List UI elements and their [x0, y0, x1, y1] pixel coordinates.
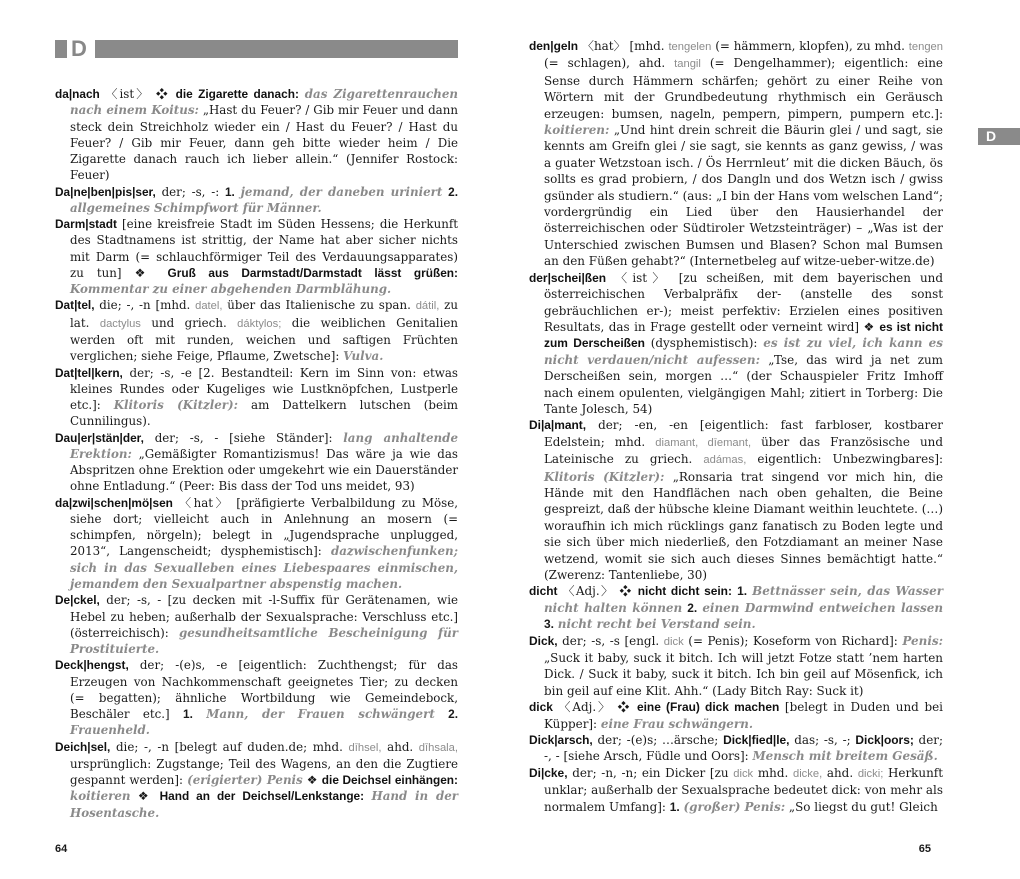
headword: Dick|oors; — [855, 733, 914, 748]
phrase: eine (Frau) dick machen — [636, 700, 780, 715]
definition: es ist zu viel, ich kann es nicht verdauen/nicht aufessen: — [544, 336, 943, 367]
text: ❖ — [130, 789, 160, 804]
headword: Dau|er|stän|der, — [55, 430, 144, 445]
text: 〈hat〉 [präfigierte Verbalbildung zu Möse, siehe dort; vielleicht auch in Anlehnung an mosern (= schimpfen, nörgeln); belegt in „Jugendsprache unplugged, 2013“, Langenscheidt; dysphemistisch]: — [70, 495, 458, 559]
text: „Gemäßigter Romantizismus! Das wäre ja wie das Abspritzen ohne Erektion oder umgekehrt wie ein Dauerständer ohne Entladung.“ (Peer: Bis dass der Tod uns meidet, 93) — [70, 446, 458, 494]
text: (dysphemistisch): — [644, 336, 764, 351]
text: und griech. — [140, 315, 238, 330]
text: der; -, - [siehe Arsch, Füdle und Oors]: — [544, 733, 943, 764]
dictionary-entry — [529, 417, 943, 583]
dictionary-entry — [529, 583, 943, 632]
section-letter-box — [55, 36, 95, 61]
definition: Klitoris (Kitzler): — [544, 469, 665, 484]
dictionary-entry — [529, 732, 943, 765]
text: über das Italienische zu span. — [222, 298, 416, 313]
headword: dicht — [529, 584, 558, 599]
definition: Hand in der Hosentasche. — [70, 789, 458, 820]
headword: Dick|fied|le, — [723, 733, 790, 748]
right-column-entries — [529, 38, 943, 815]
headword: Di|cke, — [529, 765, 568, 780]
text: die weiblichen Genitalien werden oft mit runden, weichen und saftigen Früchten verglichen; siehe Feige, Pflaume, Zwetsche]: — [70, 315, 458, 364]
dictionary-entry — [55, 365, 458, 430]
headword: den|geln — [529, 39, 579, 53]
text: 〈hat〉 [mhd. — [578, 39, 669, 53]
text: 〈ist〉 ❖ — [99, 87, 176, 101]
etymon: tengen — [908, 41, 943, 53]
dictionary-entry — [55, 592, 458, 657]
phrase: es ist nicht zum Derscheißen — [544, 319, 944, 351]
text: „Suck it baby, suck it bitch. Ich will jetzt Fotze statt ’nem harten Dick. / Suck it baby, suck it bitch. Ich bin geil auf Mösenfick, ich bin geil auf eine Klit. Ahh.“ (Lady Bitch Ray: Suck it) — [544, 651, 943, 698]
definition: (großer) Penis: — [683, 799, 786, 814]
dictionary-entry — [529, 765, 943, 815]
text: 〈ist〉 [zu scheißen, mit dem bayerischen und österreichischen Verbalpräfix der- (anstelle des sonst gebräuchlichen er-); meist perfektiv: Erzielen eines positiven Resultats, das in Frage gestellt oder verneint wird] ❖ — [544, 270, 943, 334]
etymon: dīhsala, — [418, 741, 458, 754]
etymon: dīhsel, — [348, 741, 382, 754]
etymon: dick — [733, 767, 754, 780]
text: (= Penis); Koseform von Richard]: — [683, 633, 903, 648]
letter-marker-square — [55, 40, 67, 58]
definition: gesundheitsamtliche Bescheinigung für Prostituierte. — [70, 625, 458, 657]
text: der; -s, - [siehe Ständer]: — [143, 430, 344, 445]
phrase: Hand an der Deichsel/Lenkstange: — [159, 789, 365, 804]
text: zu lat. — [70, 298, 458, 330]
definition: Bettnässer sein, das Wasser nicht halten können — [544, 584, 943, 615]
text — [193, 707, 206, 721]
etymon: dick — [663, 635, 684, 648]
headword: De|ckel, — [55, 593, 100, 608]
etymon: diamant, dīemant, — [655, 436, 752, 449]
etymon: tengelen — [668, 41, 712, 53]
headword: da|zwi|schen|mö|sen — [55, 495, 173, 510]
etymon: datel, — [195, 300, 223, 313]
dictionary-entry — [529, 270, 943, 418]
text: der; -s, - [zu decken mit -l-Suffix für Gerätenamen, wie Hebel zu heben; außerhalb der Sexualsprache: Verschluss etc.] (österreichisch): — [70, 593, 458, 640]
dictionary-entry — [55, 495, 458, 593]
definition: Mann, der Frauen schwängert — [206, 707, 435, 722]
headword: Dat|tel, — [55, 298, 95, 313]
text: der; -n, -n; ein Dicker [zu — [567, 765, 734, 780]
dictionary-entry — [55, 430, 458, 495]
left-column-entries — [55, 86, 458, 821]
definition: Penis: — [902, 633, 943, 648]
text: am Dattelkern lutschen (beim Cunnilingus). — [70, 398, 458, 429]
dictionary-entry — [55, 86, 458, 184]
definition: Vulva. — [343, 349, 384, 364]
etymon: dicke, — [792, 767, 823, 780]
text: der; -en, -en [eigentlich: fast farbloser, kostbarer Edelstein; mhd. — [544, 418, 943, 449]
text: „Und hint drein schreit die Bäurin glei / und sagt, sie kennts am Greifn glei / sie sagt, sie kennts as ganz gewiss, / was a guater Wetzstoan isch. / Ös Herrnleut’ mit die dicken Bäuch, ös sollts es grad probiern, / dos Dangln und dos Wetzn isch / gwiss gsünder als studiern.“ (aus: „I bin der Hans vom welschen Land“; vordergründig ein Lied über den Hausierhandel der österreichischen oder Südtiroler Wetzsteinträger) – „Was ist der Unterschied zwischen Bumsen und Blasen? Schon mal Bumsen an den Füßen gehabt?“ (Internetbeleg auf witze-ueber-witze.de) — [544, 123, 943, 269]
text: ❖ — [302, 773, 322, 788]
headword: Dick|arsch, — [529, 733, 593, 748]
definition: koitieren: — [544, 123, 610, 138]
definition: dazwischenfunken; sich in das Sexualleben eines Liebespaares einmischen, jemandem den Sexualpartner abspenstig machen. — [70, 544, 458, 591]
text — [435, 707, 448, 721]
text: eigentlich: Unbezwingbares]: — [746, 452, 944, 467]
text: (= schlagen), ahd. — [544, 56, 675, 71]
text: „Tse, das wird ja net zum Derscheißen sein, morgen …“ (der Schauspieler Fritz Imhoff nach einem opulenten, vielgängigen Mahl; zitiert in Torberg: Die Tante Jolesch, 54) — [544, 352, 943, 416]
etymon: tangil — [674, 58, 701, 71]
text: 〈Adj.〉 ❖ — [557, 584, 638, 599]
text: mhd. — [753, 765, 793, 780]
text: „Ronsaria trat singend vor mich hin, die Hände mit den Handflächen nach oben gehalten, die Beine gespreizt, daß der hübsche kleine Diamant weithin leuchtete. (…) woraufhin ich mich rücklings ganz fanatisch zu Boden legte und sie sich über mich niederließ, den Fotzdiamant an meiner Nase wetzend, womit sie sich auch dieses Sinnes bemächtigt hatte.“ (Zwerenz: Tantenliebe, 30) — [544, 469, 944, 582]
etymon: dicki; — [857, 767, 884, 780]
dictionary-entry — [529, 699, 943, 732]
definition: Frauenheld. — [70, 723, 150, 738]
page-number-right: 65 — [918, 843, 931, 855]
definition: Mensch mit breitem Gesäß. — [752, 749, 938, 764]
text: ahd. — [381, 739, 419, 754]
headword: Deck|hengst, — [55, 658, 129, 673]
headword: Darm|stadt — [55, 217, 117, 232]
text: 〈Adj.〉 ❖ — [552, 700, 637, 715]
definition: koitieren — [70, 789, 131, 804]
sense-number: 3. — [544, 617, 554, 632]
text: [belegt in Duden und bei Küpper]: — [544, 700, 943, 731]
text: ursprünglich: Zugstange; Teil des Wagens, an den die Zugtiere gespannt werden]: — [70, 756, 458, 788]
headword: Dat|tel|kern, — [55, 365, 123, 380]
phrase: Gruß aus Darmstadt/Darmstadt lässt grüßen: — [167, 265, 458, 280]
definition: lang anhaltende Erektion: — [70, 430, 458, 461]
etymon: dátil, — [415, 300, 440, 313]
text: der; -s, -s [engl. — [557, 633, 664, 648]
text: ahd. — [822, 765, 858, 780]
sense-number: 2. — [448, 707, 459, 722]
text: der; -(e)s, -e [eigentlich: Zuchthengst; für das Erzeugen von Nachkommenschaft geeignetes Tier; zu decken (= begatten); ähnliche Wortbildung wie Gemeindebock, Beschäler etc.] — [70, 658, 458, 722]
section-letter-bar — [55, 36, 458, 61]
etymon: dactylus — [99, 317, 141, 330]
etymon: adámas, — [703, 454, 747, 467]
text: Herkunft unklar; außerhalb der Sexualsprache bedeutet dick: von mehr als normalem Umfang]: — [544, 765, 943, 814]
sense-number: 2. — [448, 184, 459, 199]
definition: nicht recht bei Verstand sein. — [557, 617, 756, 632]
text: über das Französische und Lateinische zu griech. — [544, 434, 943, 467]
text: die; -, -n [mhd. — [94, 298, 196, 313]
dictionary-entry — [55, 657, 458, 738]
etymon: dáktylos; — [237, 317, 282, 330]
dictionary-entry — [55, 739, 458, 821]
sense-number: 1. — [183, 707, 193, 722]
text: der; -s, -e [2. Bestandteil: Kern im Sinn von: etwas kleines Rundes oder Kugeliges wie Lustknöpfchen, Lustperle etc.]: — [70, 365, 458, 413]
sense-number: 1. — [737, 584, 748, 599]
text: [eine kreisfreie Stadt im Süden Hessens; die Herkunft des Stadtnamens ist strittig, der Name hat aber sicher nichts mit Darm (= schlauchförmiger Teil des Verdauungsapparates) zu tun] ❖ — [70, 217, 458, 280]
definition: Kommentar zu einer abgehenden Darmblähung. — [70, 282, 392, 297]
dictionary-entry — [55, 184, 458, 217]
definition: eine Frau schwängern. — [600, 716, 753, 731]
text: (= hämmern, klopfen), zu mhd. — [711, 39, 909, 53]
text: „Hast du Feuer? / Gib mir Feuer und dann steck dein Streichholz wieder ein / Hast du Feuer? / Hast du Feuer? / Gib mir Feuer, dann geh bitte wieder heim / Die Zigarette danach rauch ich lieber allein.“ (Jennifer Rostock: Feuer) — [70, 103, 458, 183]
text: (= Dengelhammer); eigentlich: eine Sense durch Hämmern schärfen; gehört zu einer Reihe von Wörtern mit der Grundbedeutung rhythmisch ein Geräusch erzeugen: bumsen, nageln, pempern, pimpern, pumpern etc.]: — [544, 56, 943, 121]
headword: Da|ne|ben|pis|ser, — [55, 184, 156, 199]
headword: der|schei|ßen — [529, 270, 607, 285]
right-page — [510, 0, 1020, 879]
definition: (erigierter) Penis — [187, 773, 303, 788]
dictionary-entry — [529, 633, 943, 700]
text: die; -, -n [belegt auf duden.de; mhd. — [110, 739, 349, 754]
section-letter: D — [71, 36, 87, 61]
headword: da|nach — [55, 87, 100, 101]
definition: Klitoris (Kitzler): — [113, 398, 239, 413]
sense-number: 2. — [687, 600, 698, 615]
definition: das Zigarettenrauchen nach einem Koitus: — [70, 87, 458, 118]
headword: dick — [529, 700, 553, 715]
text: „So liegst du gut! Gleich — [785, 799, 938, 814]
headword: Dick, — [529, 633, 558, 648]
phrase: die Zigarette danach: — [175, 87, 299, 101]
definition: jemand, der daneben uriniert — [240, 184, 443, 199]
dictionary-entry — [529, 38, 943, 270]
text — [364, 789, 371, 803]
headword: Deich|sel, — [55, 739, 111, 754]
text: der; -s, -: — [155, 184, 225, 199]
page-number-left: 64 — [55, 843, 68, 855]
text: der; -(e)s; …ärsche; — [592, 733, 724, 748]
dictionary-entry — [55, 216, 458, 297]
definition: allgemeines Schimpfwort für Männer. — [70, 200, 322, 215]
dictionary-entry — [55, 297, 458, 364]
phrase: die Deichsel einhängen: — [321, 773, 458, 788]
sense-number: 1. — [224, 184, 235, 199]
phrase: nicht dicht sein: — [637, 584, 732, 599]
text: das; -s, -; — [789, 733, 856, 748]
thumb-index-tab: D — [978, 128, 1020, 145]
sense-number: 1. — [669, 799, 680, 814]
definition: einen Darmwind entweichen lassen — [702, 600, 943, 615]
headword: Di|a|mant, — [529, 418, 587, 433]
